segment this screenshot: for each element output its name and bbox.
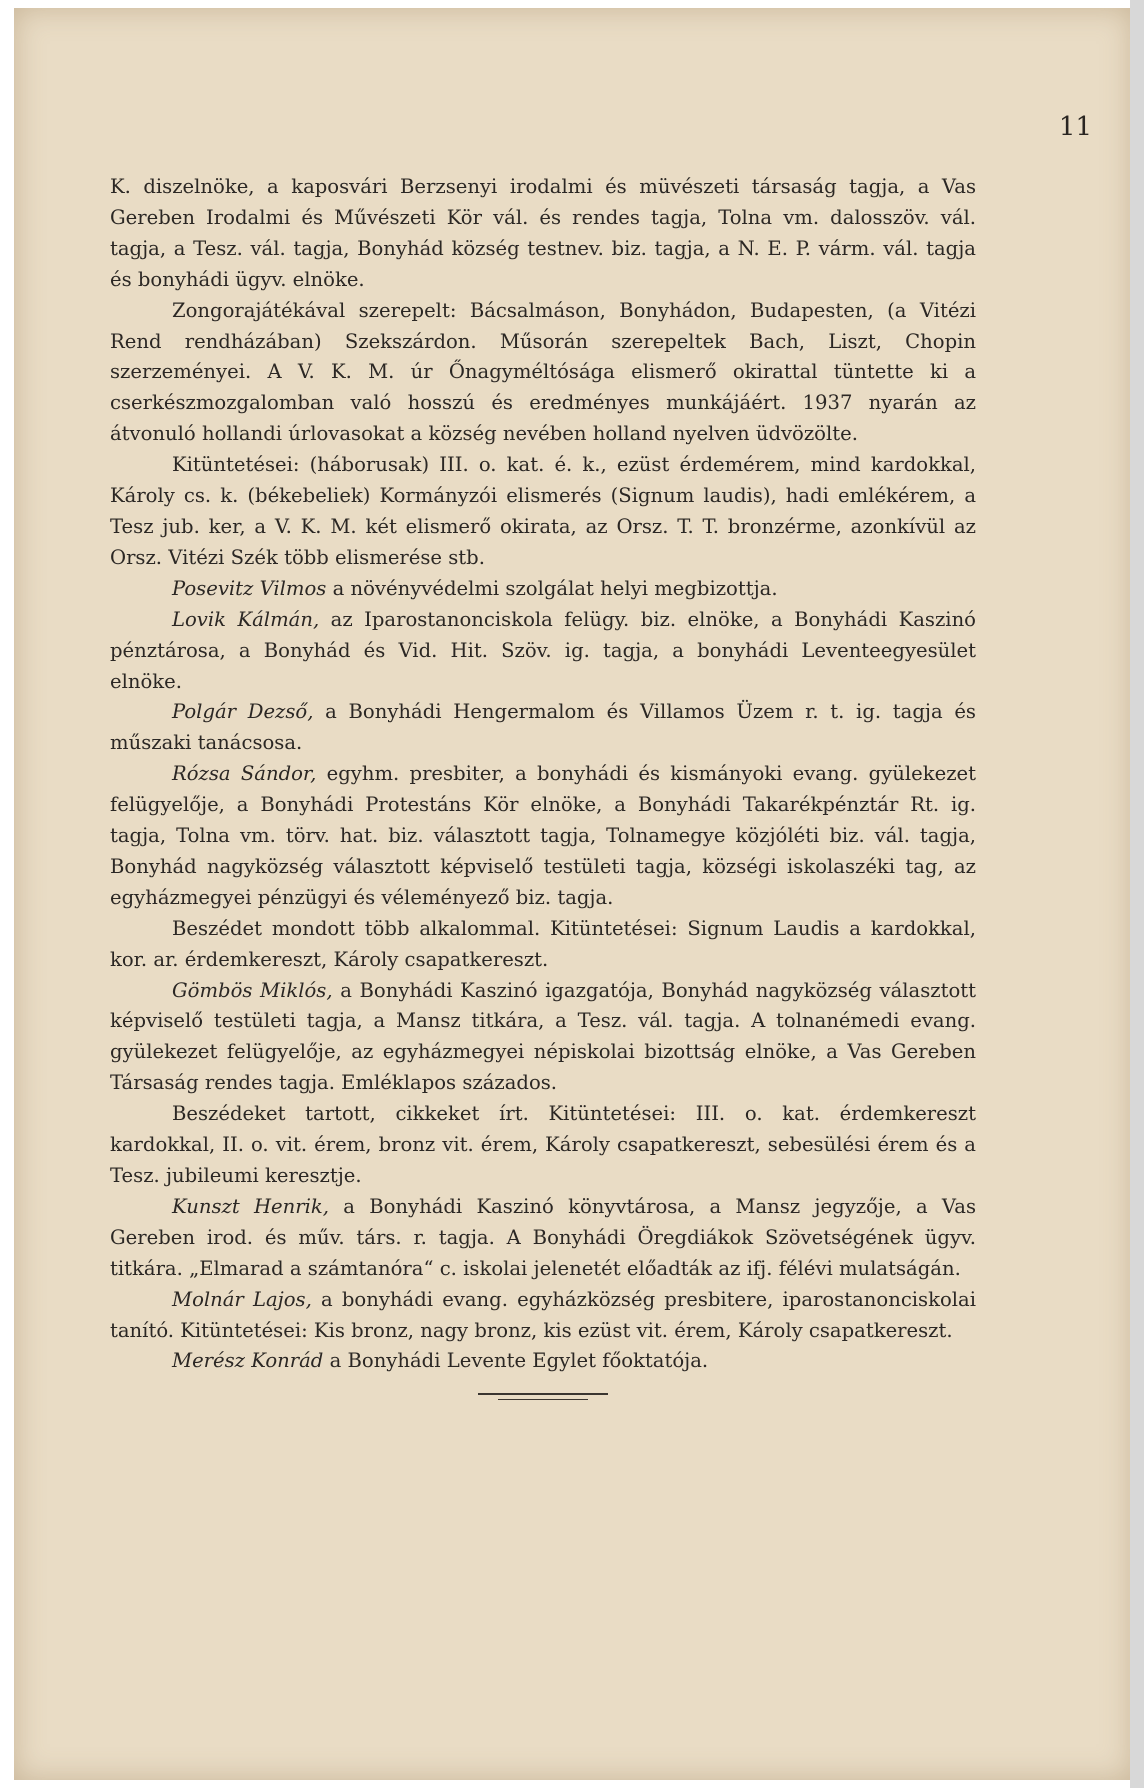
person-name: Molnár Lajos, (172, 1287, 312, 1311)
paragraph-9: Beszédeket tartott, cikkeket írt. Kitüntetései: III. o. kat. érdemkereszt kardokkal, II. o. vit. érem, bronz vit. érem, Károly csapatkereszt, sebesülési érem és a Tesz. jubileumi keresztje. (110, 1102, 976, 1187)
person-name: Merész Konrád (172, 1349, 324, 1373)
page-edge (1130, 0, 1144, 1788)
person-name: Polgár Dezső, (172, 700, 314, 724)
paragraph-2: Kitüntetései: (háborusak) III. o. kat. é. k., ezüst érdemérem, mind kardokkal, Károly cs. k. (békebeliek) Kormányzói elismerés (Signum laudis), hadi emlékérem, a Tesz jub. ker, a V. K. M. két elismerő okirata, az Orsz. T. T. bronzérme, azonkívül az Orsz. Vitézi Szék több elismerése stb. (110, 453, 976, 569)
paragraph-1: Zongorajátékával szerepelt: Bácsalmáson, Bonyhádon, Budapesten, (a Vitézi Rend rendházában) Szekszárdon. Műsorán szerepeltek Bach, Liszt, Chopin szerzeményei. A V. K. M. úr Őnagyméltósága elismerő okirattal tüntette ki a cserkészmozgalomban való hosszú és eredményes munkájáért. 1937 nyarán az átvonuló hollandi úrlovasokat a község nevében holland nyelven üdvözölte. (110, 298, 976, 446)
paragraph-10: Kunszt Henrik, a Bonyhádi Kaszinó könyvtárosa, a Mansz jegyzője, a Vas Gereben irod. és műv. társ. r. tagja. A Bonyhádi Öregdiákok Szövetségének ügyv. titkára. „Elmarad a számtanóra“ c. iskolai jelenetét előadták az ifj. félévi mulatságán. (110, 1194, 976, 1280)
paragraph-6: Rózsa Sándor, egyhm. presbiter, a bonyhádi és kismányoki evang. gyülekezet felügyelője, a Bonyhádi Protestáns Kör elnöke, a Bonyhádi Takarékpénztár Rt. ig. tagja, Tolna vm. törv. hat. biz. választott tagja, Tolnamegye közjóléti biz. vál. tagja, Bonyhád nagyközség választott képviselő testületi tagja, községi iskolaszéki tag, az egyházmegyei pénzügyi és véleményező biz. tagja. (110, 762, 976, 909)
paragraph-11: Molnár Lajos, a bonyhádi evang. egyházközség presbitere, iparostanonciskolai tanító. Kitüntetései: Kis bronz, nagy bronz, kis ezüst vit. érem, Károly csapatkereszt. (110, 1287, 976, 1342)
closing-rule (478, 1393, 608, 1395)
page-number: 11 (1058, 112, 1092, 142)
person-name: Gömbös Miklós, (172, 978, 333, 1002)
person-name: Rózsa Sándor, (172, 762, 317, 786)
paragraph-3: Posevitz Vilmos a növényvédelmi szolgálat helyi megbizottja. (172, 576, 778, 600)
paragraph-12: Merész Konrád a Bonyhádi Levente Egylet főoktatója. (172, 1349, 709, 1373)
paragraph-0: K. diszelnöke, a kaposvári Berzsenyi irodalmi és müvészeti társaság tagja, a Vas Gereben Irodalmi és Művészeti Kör vál. és rendes tagja, Tolna vm. dalosszöv. vál. tagja, a Tesz. vál. tagja, Bonyhád község testnev. biz. tagja, a N. E. P. várm. vál. tagja és bonyhádi ügyv. elnöke. (110, 175, 976, 291)
person-name: Lovik Kálmán, (172, 607, 320, 631)
person-name: Posevitz Vilmos (172, 576, 327, 600)
paragraph-7: Beszédet mondott több alkalommal. Kitüntetései: Signum Laudis a kardokkal, kor. ar. érdemkereszt, Károly csapatkereszt. (110, 916, 976, 971)
closing-rule-short (498, 1399, 588, 1400)
text-body (110, 172, 976, 1400)
paragraph-5: Polgár Dezső, a Bonyhádi Hengermalom és Villamos Üzem r. t. ig. tagja és műszaki tanácsosa. (110, 700, 976, 755)
paragraph-8: Gömbös Miklós, a Bonyhádi Kaszinó igazgatója, Bonyhád nagyközség választott képviselő testületi tagja, a Mansz titkára, a Tesz. vál. tagja. A tolnanémedi evang. gyülekezet felügyelője, az egyházmegyei népiskolai bizottság elnöke, a Vas Gereben Társaság rendes tagja. Emléklapos százados. (110, 978, 976, 1095)
person-name: Kunszt Henrik, (172, 1194, 329, 1218)
paragraph-4: Lovik Kálmán, az Iparostanonciskola felügy. biz. elnöke, a Bonyhádi Kaszinó pénztárosa, a Bonyhád és Vid. Hit. Szöv. ig. tagja, a bonyhádi Leventeegyesület elnöke. (110, 607, 976, 693)
